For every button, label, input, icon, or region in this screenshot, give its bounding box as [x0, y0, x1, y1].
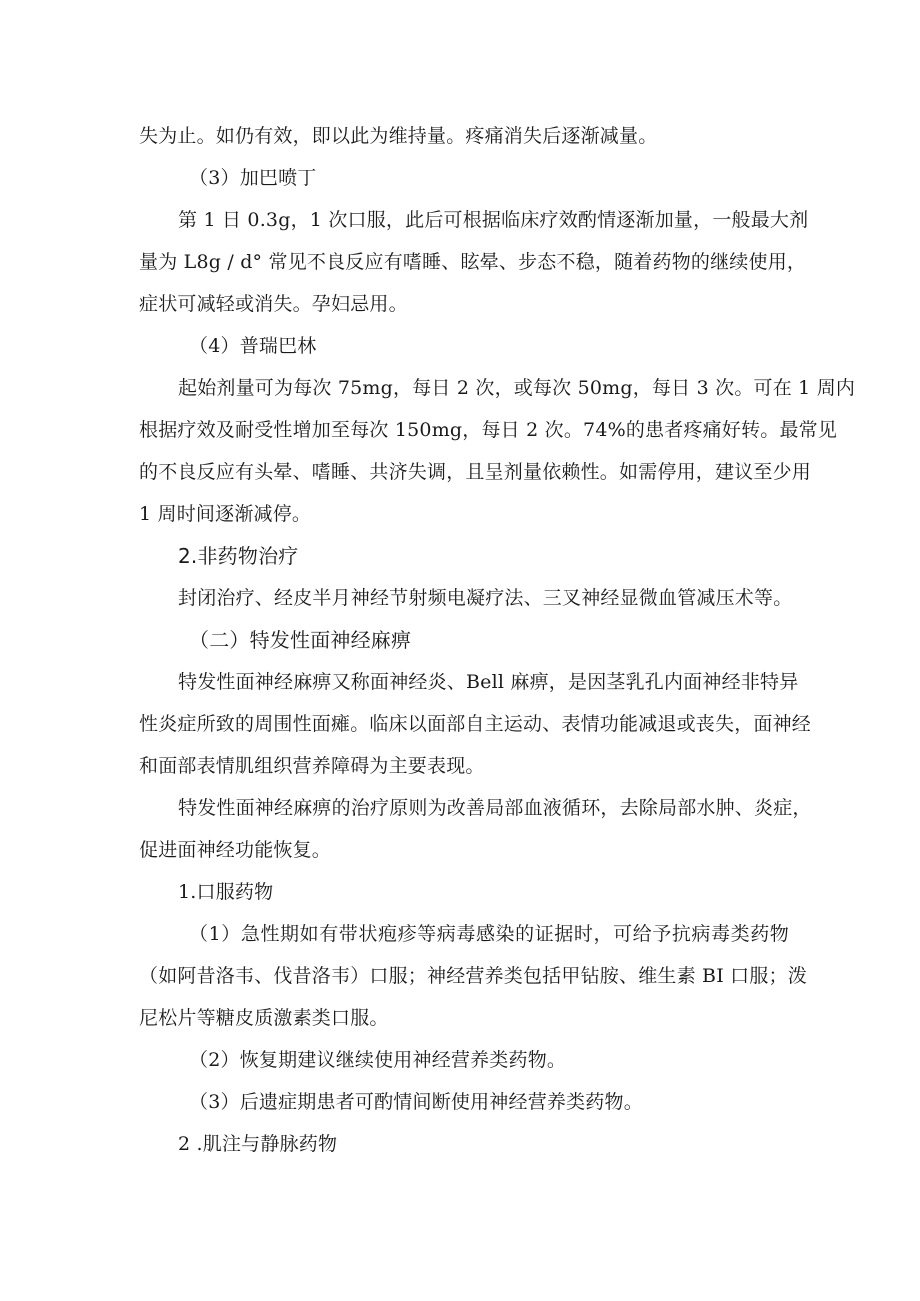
section-heading: 2.非药物治疗: [178, 544, 299, 568]
paragraph-line: 第 1 日 0.3g，1 次口服，此后可根据临床疗效酌情逐渐加量，一般最大剂: [178, 209, 809, 231]
list-heading: 1.口服药物: [178, 881, 274, 903]
paragraph-line: （如阿昔洛韦、伐昔洛韦）口服；神经营养类包括甲钻胺、维生素 BI 口服；泼: [139, 965, 807, 987]
paragraph-line: 起始剂量可为每次 75mg，每日 2 次，或每次 50mg，每日 3 次。可在 1 周内: [178, 377, 856, 399]
paragraph-line: 封闭治疗、经皮半月神经节射频电凝疗法、三叉神经显微血管减压术等。: [178, 587, 793, 609]
paragraph-line: （2）恢复期建议继续使用神经营养类药物。: [189, 1049, 567, 1071]
paragraph-line: 尼松片等糖皮质激素类口服。: [139, 1007, 389, 1029]
paragraph-line: 特发性面神经麻痹的治疗原则为改善局部血液循环，去除局部水肿、炎症，: [178, 797, 812, 819]
paragraph-line: 失为止。如仍有效，即以此为维持量。疼痛消失后逐渐减量。: [139, 125, 658, 147]
paragraph-line: （1）急性期如有带状疱疹等病毒感染的证据时，可给予抗病毒类药物: [189, 923, 789, 945]
list-heading: （4）普瑞巴林: [189, 335, 317, 357]
paragraph-line: 促进面神经功能恢复。: [139, 839, 332, 861]
list-heading: （3）加巴喷丁: [189, 167, 317, 189]
paragraph-line: 特发性面神经麻痹又称面神经炎、Bell 麻痹，是因茎乳孔内面神经非特异: [178, 671, 799, 693]
paragraph-line: 根据疗效及耐受性增加至每次 150mg，每日 2 次。74%的患者疼痛好转。最常见: [139, 419, 838, 441]
paragraph-line: 1 周时间逐渐减停。: [139, 503, 312, 525]
paragraph-line: 性炎症所致的周围性面瘫。临床以面部自主运动、表情功能减退或丧失，面神经: [139, 713, 812, 735]
paragraph-line: 和面部表情肌组织营养障碍为主要表现。: [139, 755, 485, 777]
paragraph-line: 症状可减轻或消失。孕妇忌用。: [139, 293, 408, 315]
paragraph-line: （3）后遗症期患者可酌情间断使用神经营养类药物。: [189, 1091, 643, 1113]
list-heading: 2 .肌注与静脉药物: [178, 1133, 338, 1155]
paragraph-line: 量为 L8g / d° 常见不良反应有嗜睡、眩晕、步态不稳，随着药物的继续使用，: [139, 251, 807, 273]
section-heading: （二）特发性面神经麻痹: [189, 628, 412, 652]
paragraph-line: 的不良反应有头晕、嗜睡、共济失调，且呈剂量依赖性。如需停用，建议至少用: [139, 461, 812, 483]
